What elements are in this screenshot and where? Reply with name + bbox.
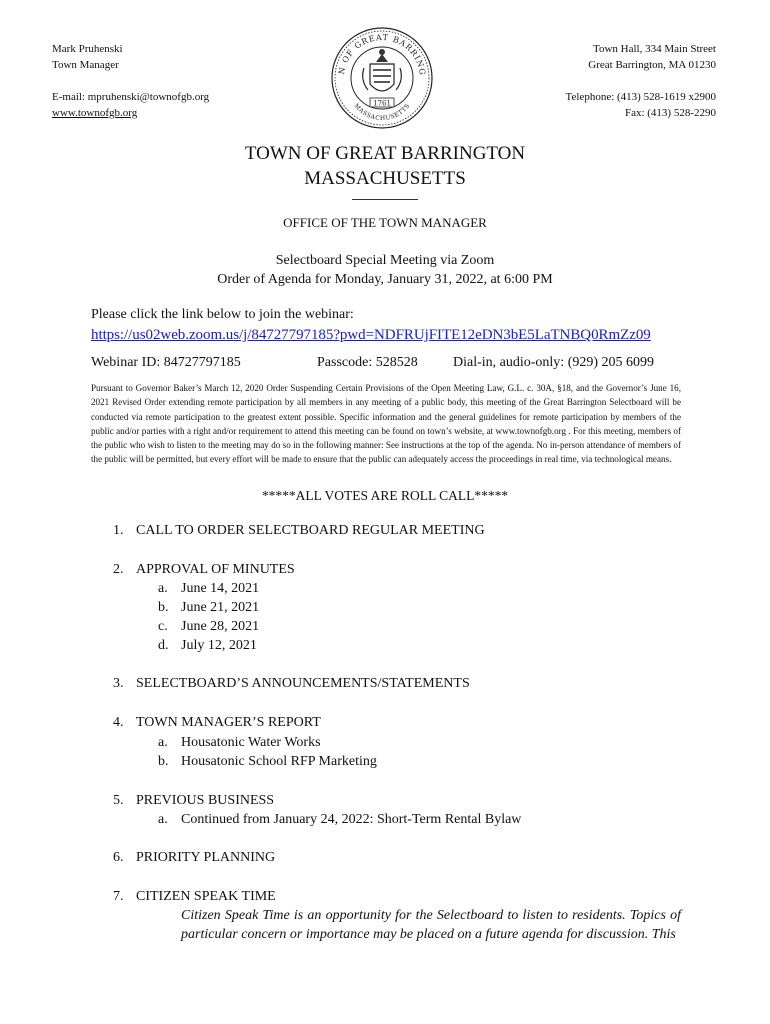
svg-text:MASSACHUSETTS: MASSACHUSETTS	[352, 102, 412, 123]
contact-right	[566, 41, 716, 121]
address-line-2: Great Barrington, MA 01230	[588, 59, 716, 71]
agenda-sub-item	[158, 733, 321, 752]
sub-item-label: Housatonic Water Works	[181, 735, 321, 750]
title-line-2: MASSACHUSETTS	[304, 168, 466, 189]
title-divider	[352, 199, 418, 200]
meeting-line-2: Order of Agenda for Monday, January 31, 2022, at 6:00 PM	[217, 272, 553, 287]
manager-role: Town Manager	[52, 59, 119, 71]
agenda-item-number: 1.	[113, 523, 124, 538]
svg-text:TOWN OF GREAT BARRINGTON: N OF GREAT BARRING	[337, 32, 428, 77]
telephone-text: Telephone: (413) 528-1619 x2900	[565, 91, 716, 103]
sub-item-letter: b.	[158, 600, 169, 615]
agenda-sub-item	[158, 598, 259, 617]
sub-item-label: June 28, 2021	[181, 619, 260, 634]
agenda-item	[113, 713, 321, 732]
agenda-item-label: PRIORITY PLANNING	[136, 850, 276, 865]
agenda-item	[113, 887, 276, 906]
sub-item-letter: a.	[158, 735, 168, 750]
agenda-item-number: 6.	[113, 850, 124, 865]
agenda-item-number: 5.	[113, 793, 124, 808]
agenda-item-number: 2.	[113, 562, 124, 577]
contact-left	[52, 41, 209, 121]
agenda-item-label: SELECTBOARD’S ANNOUNCEMENTS/STATEMENTS	[136, 676, 470, 691]
agenda-item-label: APPROVAL OF MINUTES	[136, 562, 295, 577]
meeting-line-1: Selectboard Special Meeting via Zoom	[275, 253, 495, 268]
citizen-speak-description: Citizen Speak Time is an opportunity for the Selectboard to listen to residents. Topics of particular concern or importance may be placed on a future agenda for discussion. This	[181, 908, 681, 942]
sub-item-label: Continued from January 24, 2022: Short-Term Rental Bylaw	[181, 812, 522, 827]
website-link[interactable]: www.townofgb.org	[52, 107, 138, 119]
agenda-sub-item	[158, 579, 259, 598]
agenda-item-label: PREVIOUS BUSINESS	[136, 793, 275, 808]
sub-item-label: July 12, 2021	[181, 638, 257, 653]
agenda-item	[113, 791, 274, 810]
agenda-item	[113, 674, 470, 693]
sub-item-letter: b.	[158, 754, 169, 769]
webinar-details	[91, 355, 691, 371]
sub-item-letter: a.	[158, 812, 168, 827]
town-seal-image	[330, 26, 434, 130]
zoom-webinar-link[interactable]: https://us02web.zoom.us/j/84727797185?pwd=NDFRUjFITE12eDN3bE5LaTNBQ0RmZz09	[91, 327, 651, 343]
sub-item-letter: d.	[158, 638, 169, 653]
agenda-item-number: 3.	[113, 676, 124, 691]
sub-item-label: Housatonic School RFP Marketing	[181, 754, 377, 769]
address-line-1: Town Hall, 334 Main Street	[593, 43, 716, 55]
title-line-1: TOWN OF GREAT BARRINGTON	[244, 143, 526, 164]
webinar-id: Webinar ID: 84727797185	[91, 355, 241, 370]
sub-item-letter: c.	[158, 619, 168, 634]
agenda-item-label: CITIZEN SPEAK TIME	[136, 889, 276, 904]
agenda-item-number: 7.	[113, 889, 124, 904]
agenda-item-number: 4.	[113, 715, 124, 730]
agenda-item	[113, 521, 485, 540]
agenda-sub-item	[158, 810, 521, 829]
agenda-item-label: TOWN MANAGER’S REPORT	[136, 715, 321, 730]
sub-item-label: June 14, 2021	[181, 581, 260, 596]
roll-call-notice: *****ALL VOTES ARE ROLL CALL*****	[261, 488, 509, 503]
sub-item-letter: a.	[158, 581, 168, 596]
webinar-dial-in: Dial-in, audio-only: (929) 205 6099	[453, 355, 655, 370]
office-heading: OFFICE OF THE TOWN MANAGER	[283, 215, 487, 230]
agenda-item-label: CALL TO ORDER SELECTBOARD REGULAR MEETING	[136, 523, 485, 538]
agenda-item	[113, 848, 275, 867]
open-meeting-notice: Pursuant to Governor Baker’s March 12, 2020 Order Suspending Certain Provisions of the Open Meeting Law, G.L. c. 30A, §18, and the Governor’s June 16, 2021 Revised Order extending remote participation by all members in any meeting of a public body, this meeting of the Great Barrington Selectboard will be conducted via remote participation to the greatest extent possible. Specific information and the general guidelines for remote participation by members of the public and/or parties with a right and/or requirement to attend this meeting can be found on town’s website, at www.townofgb.org . For this meeting, members of the public who wish to listen to the meeting may do so in the following manner: See instructions at the top of the agenda. No in-person attendance of members of the public will be permitted, but every effort will be made to ensure that the public can adequately access the proceedings in real time, via technological means.	[91, 383, 681, 465]
webinar-passcode: Passcode: 528528	[317, 355, 418, 370]
agenda-sub-item	[158, 752, 377, 771]
svg-text:1761: 1761	[373, 99, 391, 108]
meeting-info	[0, 251, 770, 289]
manager-name: Mark Pruhenski	[52, 43, 123, 55]
agenda-sub-item	[158, 636, 257, 655]
webinar-intro: Please click the link below to join the webinar:	[91, 307, 354, 322]
page-title	[0, 141, 770, 191]
agenda-item	[113, 560, 295, 579]
email-text: E-mail: mpruhenski@townofgb.org	[52, 91, 210, 103]
fax-text: Fax: (413) 528-2290	[624, 107, 716, 119]
town-seal	[330, 26, 434, 130]
sub-item-label: June 21, 2021	[181, 600, 260, 615]
agenda-sub-item	[158, 617, 259, 636]
